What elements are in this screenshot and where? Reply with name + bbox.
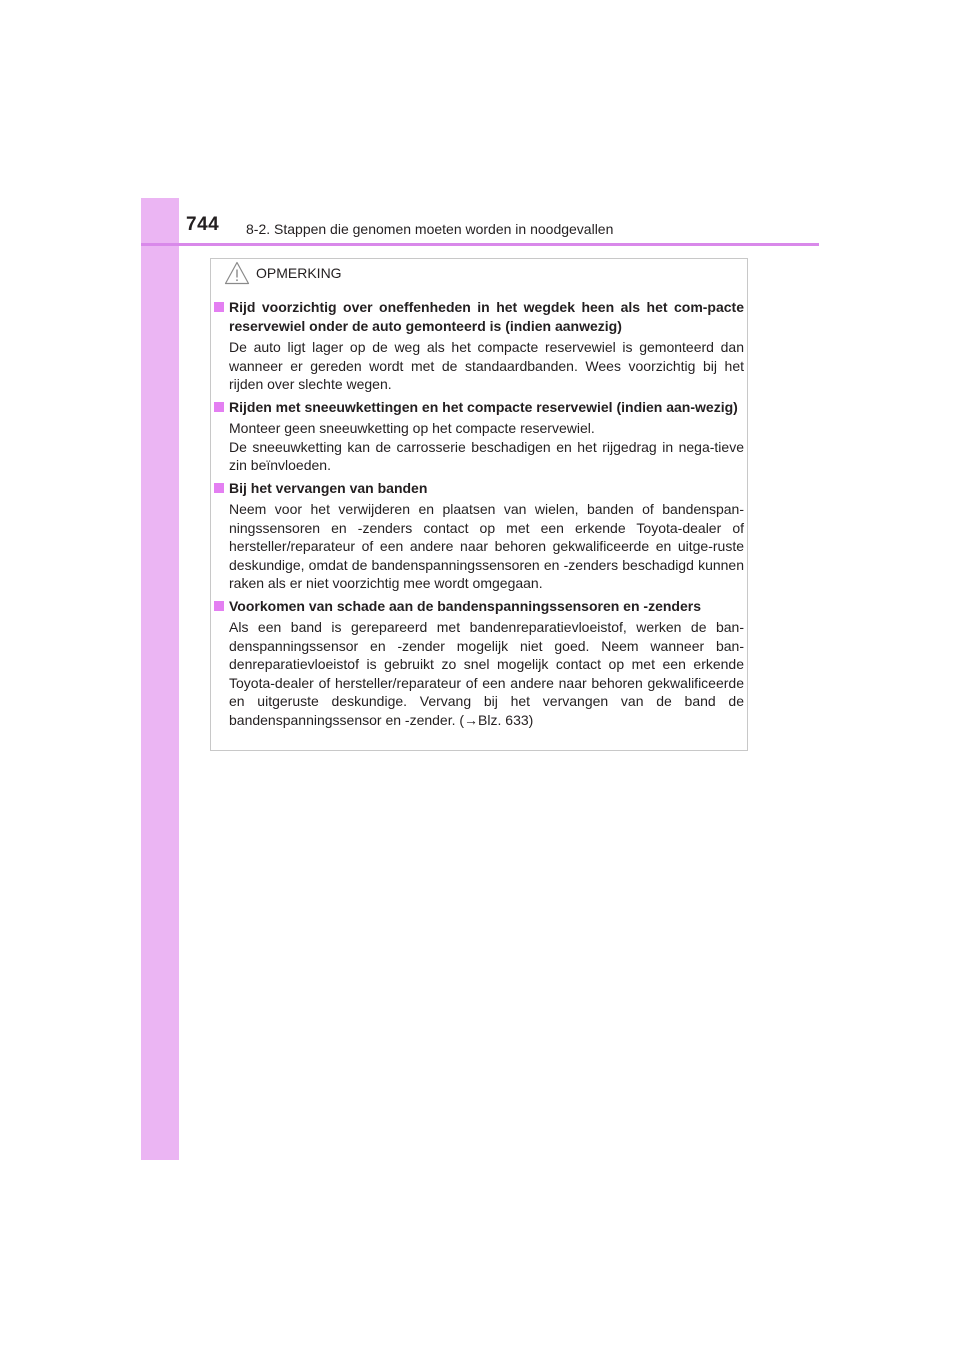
item-title — [214, 298, 744, 335]
item-title — [214, 597, 744, 616]
item-title-text: Rijden met sneeuwkettingen en het compacte reservewiel (indien aan-wezig) — [229, 398, 738, 415]
notice-label: OPMERKING — [256, 265, 342, 281]
warning-triangle-icon — [224, 261, 250, 285]
item-title-text: Voorkomen van schade aan de bandenspanningssensoren en -zenders — [229, 597, 701, 614]
notice-item — [214, 398, 744, 475]
item-title — [214, 398, 744, 417]
bullet-square-icon — [214, 483, 224, 493]
item-title — [214, 479, 744, 498]
chapter-side-tab — [141, 198, 179, 1160]
notice-item — [214, 479, 744, 593]
section-title: 8-2. Stappen die genomen moeten worden in noodgevallen — [246, 221, 614, 237]
item-text: Als een band is gerepareerd met bandenreparatievloeistof, werken de ban-denspanningssensor en -zender mogelijk niet goed. Neem wanneer ban-denreparatievloeistof is gebruikt zo snel mogelijk contact op met een erkende Toyota-dealer of hersteller/reparateur of een andere naar behoren gekwalificeerde en uitgeruste deskundige. Vervang bij het vervangen van de band de bandenspanningssensor en -zender. (→Blz. 633) — [229, 619, 744, 728]
item-title-text: Bij het vervangen van banden — [229, 479, 428, 496]
item-title-text: Rijd voorzichtig over oneffenheden in het wegdek heen als het com-pacte reservewiel onder de auto gemonteerd is (indien aanwezig) — [229, 299, 744, 334]
notice-header — [224, 260, 342, 286]
bullet-square-icon — [214, 302, 224, 312]
notice-item — [214, 298, 744, 394]
page-number: 744 — [186, 214, 220, 235]
notice-item — [214, 597, 744, 730]
notice-body — [214, 298, 744, 733]
bullet-square-icon — [214, 601, 224, 611]
bullet-square-icon — [214, 402, 224, 412]
item-text: Monteer geen sneeuwketting op het compacte reservewiel. De sneeuwketting kan de carrosserie beschadigen en het rijgedrag in nega-tieve zin beïnvloeden. — [229, 420, 744, 473]
item-text: Neem voor het verwijderen en plaatsen van wielen, banden of bandenspan-ningssensoren en -zenders contact op met een erkende Toyota-dealer of hersteller/reparateur of een andere naar behoren gekwalificeerde en uitge-ruste deskundige, omdat de bandenspanningssensoren en -zenders beschadigd kunnen raken als er niet voorzichtig mee wordt omgegaan. — [229, 501, 744, 591]
header-rule — [141, 243, 819, 246]
item-text: De auto ligt lager op de weg als het compacte reservewiel is gemonteerd dan wanneer er gereden wordt met de standaardbanden. Wees voorzichtig bij het rijden over slechte wegen. — [229, 339, 744, 392]
